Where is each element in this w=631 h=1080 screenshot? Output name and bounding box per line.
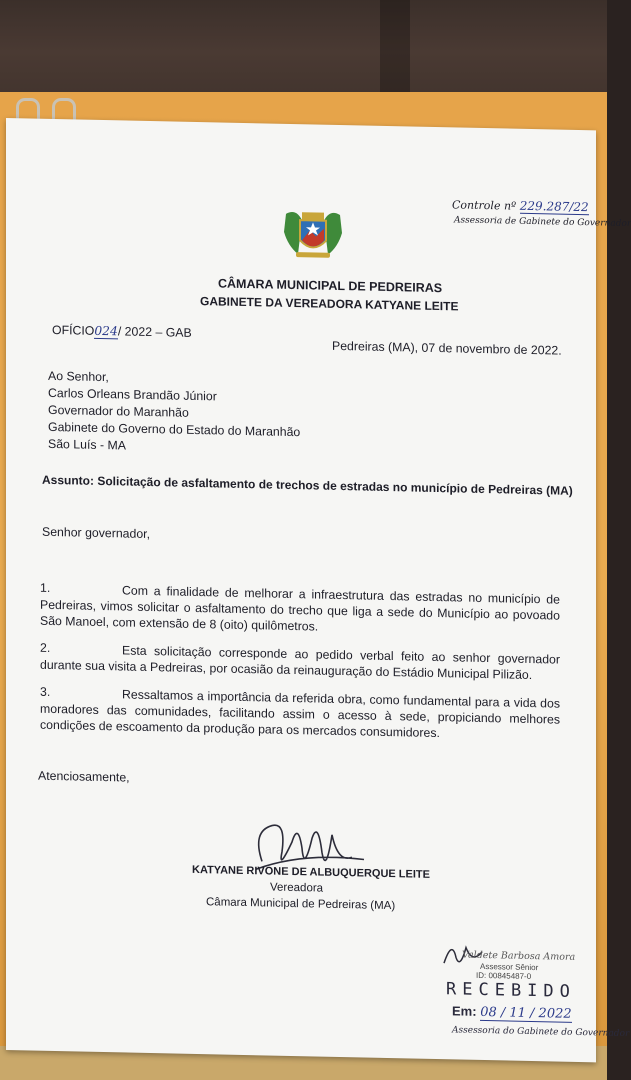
closing: Atenciosamente,: [38, 768, 130, 785]
oficio-number: OFÍCIO024/ 2022 – GAB: [52, 322, 192, 340]
signatory-org: Câmara Municipal de Pedreiras (MA): [206, 896, 396, 913]
paragraph-number: 2.: [40, 640, 51, 655]
recipient-line: Governador do Maranhão: [48, 402, 189, 420]
institution-title: CÂMARA MUNICIPAL DE PEDREIRAS: [218, 276, 443, 296]
recebido-stamp: RECEBIDO: [446, 979, 576, 1002]
paragraph-number: 1.: [40, 580, 51, 595]
paragraph-number: 3.: [40, 684, 51, 699]
controle-subtitle: Assessoria de Gabinete do Governador: [454, 215, 631, 230]
recipient-line: São Luís - MA: [48, 436, 126, 453]
controle-number: Controle nº 229.287/22: [452, 198, 589, 215]
receipt-signer-role: Assessor Sênior: [480, 961, 539, 973]
receipt-footer: Assessoria do Gabinete do Governador: [452, 1025, 630, 1040]
receipt-signer-name: Valdete Barbosa Amora: [462, 949, 576, 963]
document-page: [6, 118, 631, 1062]
paragraph-text: Com a finalidade de melhorar a infraestrutura das estradas no município de Pedreiras, vimos solicitar o asfaltamento do trecho que liga a sede do Município ao povoado São Manoel, com extensão de 8 (oito) quilômetros.: [40, 583, 560, 634]
recipient-line: Gabinete do Governo do Estado do Maranhão: [48, 419, 301, 440]
place-date: Pedreiras (MA), 07 de novembro de 2022.: [332, 338, 562, 358]
municipal-emblem-icon: [278, 206, 348, 267]
cabinet-title: GABINETE DA VEREADORA KATYANE LEITE: [200, 294, 459, 314]
receipt-date: Em: 08 / 11 / 2022: [452, 1003, 572, 1022]
subject-line: Assunto: Solicitação de asfaltamento de trechos de estradas no município de Pedreiras (MA): [42, 472, 573, 498]
salutation: Senhor governador,: [42, 524, 151, 542]
signatory-role: Vereadora: [270, 881, 324, 895]
signatory-name: KATYANE RIVONE DE ALBUQUERQUE LEITE: [192, 863, 430, 881]
paragraph-text: Esta solicitação corresponde ao pedido verbal feito ao senhor governador durante sua visita a Pedreiras, por ocasião da reinauguração do Estádio Municipal Pilizão.: [40, 643, 560, 683]
recipient-line: Carlos Orleans Brandão Júnior: [48, 385, 217, 404]
paragraph-text: Ressaltamos a importância da referida obra, como fundamental para a vida dos moradores das comunidades, facilitando assim o acesso à sede, propiciando melhores condições de escoamento da produção para os mercados consumidores.: [40, 687, 560, 741]
recipient-line: Ao Senhor,: [48, 368, 109, 385]
receipt-signer-id: ID: 00845487-0: [476, 970, 532, 982]
